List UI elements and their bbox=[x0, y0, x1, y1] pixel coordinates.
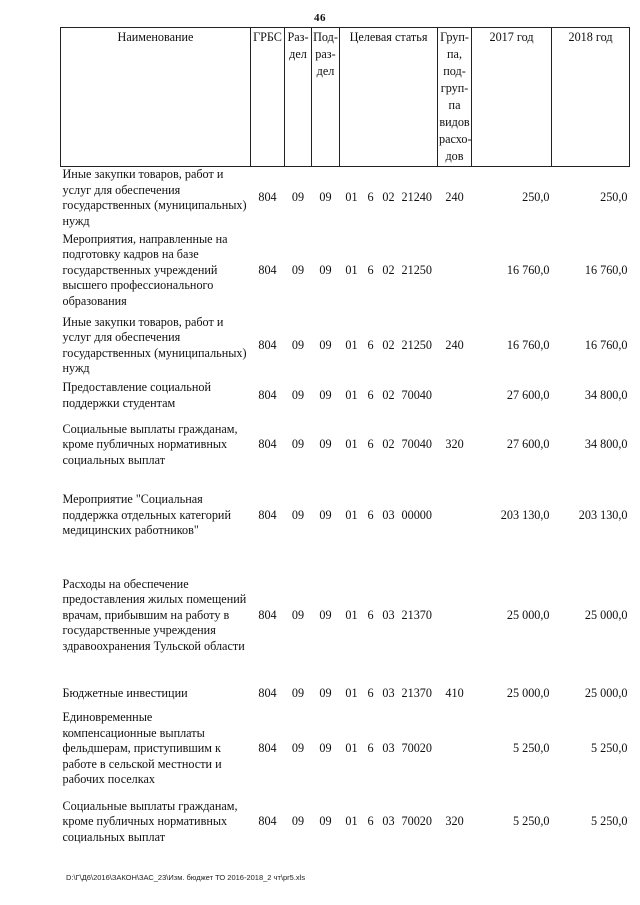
table-row bbox=[61, 678, 630, 709]
row-2018: 25 000,0 bbox=[584, 685, 628, 700]
row-podrazdel: 09 bbox=[319, 607, 332, 622]
table-row bbox=[61, 478, 630, 553]
row-name: Расходы на обеспечение предоставления жилых помещений врачам, прибывшим на работу в государственные учреждения здравоохранения Тульской области bbox=[62, 576, 247, 653]
row-razdel: 09 bbox=[291, 741, 305, 756]
table-row bbox=[61, 229, 630, 312]
row-cs-activity: 03 bbox=[382, 507, 395, 522]
row-cs-subprogram: 6 bbox=[367, 262, 374, 277]
row-grbs: 804 bbox=[258, 741, 277, 756]
row-cs-subprogram: 6 bbox=[367, 190, 374, 205]
row-razdel: 09 bbox=[291, 814, 305, 829]
row-grbs: 804 bbox=[258, 507, 277, 522]
row-podrazdel: 09 bbox=[319, 190, 332, 205]
row-2017: 27 600,0 bbox=[506, 387, 550, 402]
row-2018: 203 130,0 bbox=[578, 507, 628, 522]
row-cs-program: 01 bbox=[345, 190, 358, 205]
row-expense-type bbox=[438, 709, 472, 789]
header-group: Груп-па, под-груп-па видов расхо-дов bbox=[438, 28, 472, 167]
row-cs-program: 01 bbox=[345, 337, 358, 352]
row-cs-program: 01 bbox=[345, 814, 358, 829]
row-razdel: 09 bbox=[291, 387, 305, 402]
row-cs-program: 01 bbox=[345, 507, 358, 522]
row-grbs: 804 bbox=[258, 337, 277, 352]
row-cs-code: 70020 bbox=[401, 741, 432, 756]
budget-sheet bbox=[60, 27, 629, 855]
row-cs-activity: 03 bbox=[382, 741, 395, 756]
row-cs-subprogram: 6 bbox=[367, 507, 374, 522]
row-razdel: 09 bbox=[291, 337, 305, 352]
row-razdel: 09 bbox=[291, 262, 305, 277]
row-name: Иные закупки товаров, работ и услуг для обеспечения государственных (муниципальных) нужд bbox=[62, 314, 247, 375]
row-cs-code: 70020 bbox=[401, 814, 432, 829]
row-podrazdel: 09 bbox=[319, 507, 332, 522]
row-grbs: 804 bbox=[258, 437, 277, 452]
row-podrazdel: 09 bbox=[319, 337, 332, 352]
row-cs-subprogram: 6 bbox=[367, 685, 374, 700]
row-2017: 5 250,0 bbox=[512, 814, 550, 829]
row-2018: 34 800,0 bbox=[584, 387, 628, 402]
page-number: 46 bbox=[314, 12, 326, 24]
row-cs-code: 21250 bbox=[401, 337, 432, 352]
row-2018: 34 800,0 bbox=[584, 437, 628, 452]
row-cs-program: 01 bbox=[345, 685, 358, 700]
header-name: Наименование bbox=[61, 28, 251, 167]
header-target: Целевая статья bbox=[340, 28, 438, 167]
row-razdel: 09 bbox=[291, 507, 305, 522]
row-cs-program: 01 bbox=[345, 262, 358, 277]
row-cs-code: 21240 bbox=[401, 190, 432, 205]
row-cs-program: 01 bbox=[345, 437, 358, 452]
row-cs-code: 21370 bbox=[401, 685, 432, 700]
row-cs-subprogram: 6 bbox=[367, 437, 374, 452]
row-2017: 16 760,0 bbox=[506, 337, 550, 352]
row-2017: 25 000,0 bbox=[506, 685, 550, 700]
row-cs-activity: 03 bbox=[382, 814, 395, 829]
row-cs-activity: 02 bbox=[382, 262, 395, 277]
row-grbs: 804 bbox=[258, 607, 277, 622]
table-row bbox=[61, 553, 630, 678]
row-cs-program: 01 bbox=[345, 607, 358, 622]
row-grbs: 804 bbox=[258, 685, 277, 700]
row-2018: 16 760,0 bbox=[584, 262, 628, 277]
row-expense-type bbox=[438, 478, 472, 553]
row-2017: 27 600,0 bbox=[506, 437, 550, 452]
row-expense-type bbox=[438, 229, 472, 312]
row-podrazdel: 09 bbox=[319, 387, 332, 402]
row-name: Бюджетные инвестиции bbox=[62, 685, 188, 700]
table-header-row bbox=[61, 28, 630, 167]
row-razdel: 09 bbox=[291, 685, 305, 700]
row-razdel: 09 bbox=[291, 190, 305, 205]
row-2017: 5 250,0 bbox=[512, 741, 550, 756]
row-cs-activity: 02 bbox=[382, 437, 395, 452]
row-podrazdel: 09 bbox=[319, 814, 332, 829]
row-grbs: 804 bbox=[258, 190, 277, 205]
table-row bbox=[61, 312, 630, 379]
row-cs-code: 21370 bbox=[401, 607, 432, 622]
row-cs-program: 01 bbox=[345, 387, 358, 402]
row-cs-subprogram: 6 bbox=[367, 607, 374, 622]
row-name: Социальные выплаты гражданам, кроме публичных нормативных социальных выплат bbox=[62, 798, 238, 844]
row-2018: 16 760,0 bbox=[584, 337, 628, 352]
row-grbs: 804 bbox=[258, 262, 277, 277]
row-2017: 25 000,0 bbox=[506, 607, 550, 622]
row-grbs: 804 bbox=[258, 387, 277, 402]
row-2017: 16 760,0 bbox=[506, 262, 550, 277]
header-2018: 2018 год bbox=[552, 28, 630, 167]
row-2018: 5 250,0 bbox=[590, 814, 628, 829]
row-expense-type bbox=[438, 553, 472, 678]
row-cs-subprogram: 6 bbox=[367, 741, 374, 756]
row-cs-subprogram: 6 bbox=[367, 814, 374, 829]
row-cs-activity: 03 bbox=[382, 685, 395, 700]
header-2017: 2017 год bbox=[472, 28, 552, 167]
row-name: Иные закупки товаров, работ и услуг для обеспечения государственных (муниципальных) нужд bbox=[62, 167, 247, 228]
row-podrazdel: 09 bbox=[319, 262, 332, 277]
row-name: Мероприятие "Социальная поддержка отдельных категорий медицинских работников" bbox=[62, 492, 231, 538]
row-cs-code: 70040 bbox=[401, 387, 432, 402]
row-grbs: 804 bbox=[258, 814, 277, 829]
row-2017: 250,0 bbox=[522, 190, 550, 205]
row-expense-type: 240 bbox=[445, 190, 464, 205]
row-cs-program: 01 bbox=[345, 741, 358, 756]
row-cs-code: 00000 bbox=[401, 507, 432, 522]
table-row bbox=[61, 167, 630, 230]
row-2018: 5 250,0 bbox=[590, 741, 628, 756]
row-cs-activity: 03 bbox=[382, 607, 395, 622]
row-cs-subprogram: 6 bbox=[367, 337, 374, 352]
row-expense-type bbox=[438, 379, 472, 412]
table-row bbox=[61, 379, 630, 412]
header-podrazdel: Под-раз-дел bbox=[312, 28, 340, 167]
row-razdel: 09 bbox=[291, 607, 305, 622]
row-expense-type: 410 bbox=[445, 685, 464, 700]
file-path-footer: D:\Г\Д6\2016\ЗАКОН\ЗАС_23\Изм. бюджет ТО 2016-2018_2 чт\pr5.xls bbox=[66, 873, 306, 882]
row-name: Социальные выплаты гражданам, кроме публичных нормативных социальных выплат bbox=[62, 421, 238, 467]
row-expense-type: 240 bbox=[445, 337, 464, 352]
row-name: Предоставление социальной поддержки студентам bbox=[62, 380, 211, 410]
row-2018: 25 000,0 bbox=[584, 607, 628, 622]
row-cs-code: 21250 bbox=[401, 262, 432, 277]
row-cs-subprogram: 6 bbox=[367, 387, 374, 402]
row-name: Мероприятия, направленные на подготовку кадров на базе государственных учреждений высшего профессионального образования bbox=[62, 231, 228, 308]
row-2017: 203 130,0 bbox=[500, 507, 550, 522]
row-name: Единовременные компенсационные выплаты фельдшерам, приступившим к работе в сельской местности и рабочих поселках bbox=[62, 710, 222, 787]
table-row bbox=[61, 709, 630, 789]
row-cs-code: 70040 bbox=[401, 437, 432, 452]
header-grbs: ГРБС bbox=[251, 28, 285, 167]
row-2018: 250,0 bbox=[600, 190, 628, 205]
table-row bbox=[61, 789, 630, 855]
row-podrazdel: 09 bbox=[319, 437, 332, 452]
header-razdel: Раз-дел bbox=[285, 28, 312, 167]
row-cs-activity: 02 bbox=[382, 387, 395, 402]
row-cs-activity: 02 bbox=[382, 190, 395, 205]
row-expense-type: 320 bbox=[445, 814, 464, 829]
table-row bbox=[61, 412, 630, 478]
row-podrazdel: 09 bbox=[319, 685, 332, 700]
row-razdel: 09 bbox=[291, 437, 305, 452]
row-cs-activity: 02 bbox=[382, 337, 395, 352]
row-podrazdel: 09 bbox=[319, 741, 332, 756]
budget-table bbox=[60, 27, 630, 855]
row-expense-type: 320 bbox=[445, 437, 464, 452]
